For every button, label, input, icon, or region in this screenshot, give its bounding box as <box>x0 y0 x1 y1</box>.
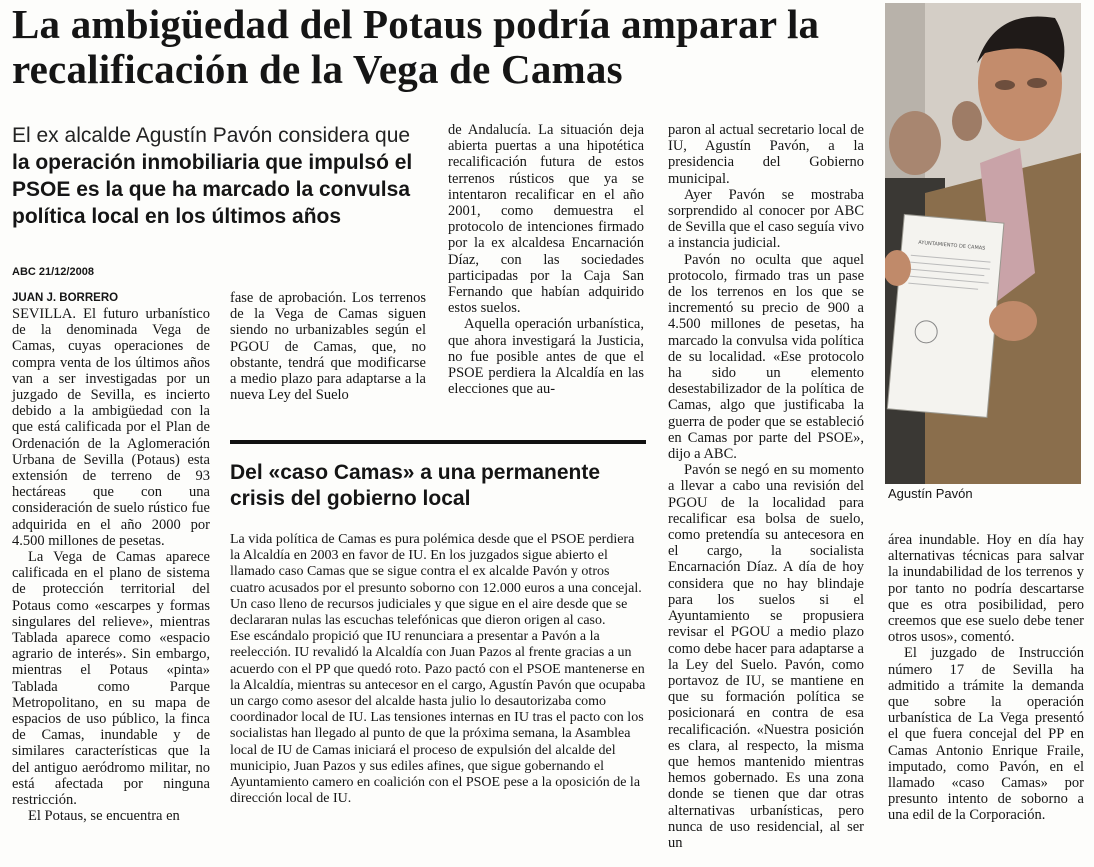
document-letterhead: AYUNTAMIENTO DE CAMAS <box>918 239 986 252</box>
paragraph: Ese escándalo propició que IU renunciara a presentar a Pavón a la reelección. IU revalidó la Alcaldía con Juan Pazos al frente gracias a un acuerdo con el PP que quedó roto. Pazo pactó con el PSOE mantenerse en la Alcaldía, mientras su antecesor en el cargo, Agustín Pavón que ocupaba un cargo como asesor del alcalde hasta julio lo desautorizaba como coordinador local de IU. Las tensiones internas en IU tras el pacto con los socialistas han llegado al punto de que la próxima semana, la Asamblea local de IU de Camas iniciará el proceso de expulsión del alcalde del municipio, Juan Pazos y sus ediles afines, que sigue gobernando el Ayuntamiento camero en coalición con el PSOE pese a la oposición de la dirección local de IU. <box>230 629 646 807</box>
paragraph: de Andalucía. La situación deja abierta puertas a una hipotética recalificación futura de estos terrenos rústicos que ya se intentaron recalificar en el año 2001, como demuestra el protocolo de intenciones firmado por la ex alcaldesa Encarnación Díaz, con las sociedades participadas por la Caja San Fernando que habían adquirido estos suelos. <box>448 122 644 317</box>
photo-illustration <box>885 3 1081 484</box>
paragraph: Pavón no oculta que aquel protocolo, firmado tras un pase de los terrenos en los que se incrementó su precio de 900 a 4.500 millones de pesetas, ha marcado la convulsa vida política de su localidad. «Ese protocolo ha sido un elemento desestabilizador de la política de Camas, algo que justificaba la guerra de poder que se estableció en Camas por parte del PSOE», dijo a ABC. <box>668 251 864 463</box>
photo-agustin-pavon <box>885 3 1081 484</box>
paragraph: La vida política de Camas es pura polémica desde que el PSOE perdiera la Alcaldía en 2003 en favor de IU. En los juzgados sigue abierto el llamado caso Camas que se sigue contra el ex alcalde Pavón y otros cuatro acusados por el presunto soborno con 12.000 euros a una concejal. Un caso lleno de recursos judiciales y que sigue en el aire desde que se declararan nulas las escuchas telefónicas que dieron origen al caso. <box>230 532 642 629</box>
sidebar-box-rule <box>230 440 646 444</box>
paragraph: fase de aprobación. Los terrenos de la Vega de Camas siguen siendo no urbanizables según el PGOU de Camas, que, no obstante, tendrá que modificarse a medio plazo para adaptarse a la nueva Ley del Suelo <box>230 290 426 404</box>
author-byline: JUAN J. BORRERO <box>12 292 119 304</box>
paragraph: Ayer Pavón se mostraba sorprendido al conocer por ABC de Sevilla que el caso seguía vivo a instancia judicial. <box>668 186 864 252</box>
subheadline <box>12 122 422 230</box>
paragraph: área inundable. Hoy en día hay alternativas técnicas para salvar la inundabilidad de los terrenos y por tanto no podría descartarse que es otra posibilidad, pero creemos que ese suelo debe tener otros usos», comentó. <box>888 532 1084 646</box>
paragraph: SEVILLA. El futuro urbanístico de la denominada Vega de Camas, cuyas operaciones de compra venta de los últimos años van a ser investigadas por un juzgado de Sevilla, es incierto debido a la ambigüedad con la que está calificada por el Plan de Ordenación de la Aglomeración Urbana de Sevilla (Potaus) esta extensión de terreno de 93 hectáreas que con una consideración de suelo rústico fue adquirida en el año 2000 por 4.500 millones de pesetas. <box>12 306 210 549</box>
paragraph: La Vega de Camas aparece calificada en el plano de sistema de protección territorial del Potaus como «escarpes y formas singulares del relieve», mientras Tablada aparece como «espacio agrario de interés». Sin embargo, mientras el Potaus «pinta» Tablada como Parque Metropolitano, en su mapa de espacios de uso público, la finca de Camas, inundable y de similares características que la del antiguo aeródromo militar, no está afectada por ninguna restricción. <box>12 549 210 809</box>
photo-caption: Agustín Pavón <box>888 486 973 501</box>
headline: La ambigüedad del Potaus podría amparar la recalificación de la Vega de Camas <box>12 1 820 92</box>
article-column-5 <box>888 532 1084 824</box>
article-column-3 <box>448 122 644 397</box>
sidebar-box-title: Del «caso Camas» a una permanente crisis del gobierno local <box>230 461 601 510</box>
article-column-1 <box>12 306 210 825</box>
article-column-4 <box>668 122 864 851</box>
paragraph: Aquella operación urbanística, que ahora investigará la Justicia, no fue posible antes de que el PSOE perdiera la Alcaldía en las elecciones que au- <box>448 316 644 398</box>
subheadline-intro: El ex alcalde Agustín Pavón considera que <box>12 124 411 147</box>
subheadline-bold: la operación inmobiliaria que impulsó el PSOE es la que ha marcado la convulsa política local en los últimos años <box>12 151 413 228</box>
article-column-2 <box>230 290 426 403</box>
paragraph: Pavón se negó en su momento a llevar a cabo una revisión del PGOU de la localidad para recalificar esa bolsa de suelo, como pretendía su antecesora en el cargo, la socialista Encarnación Díaz. A día de hoy considera que no hay blindaje para los suelos si el Ayuntamiento se propusiera revisar el PGOU a medio plazo como debe hacer para adaptarse a la Ley del Suelo. Pavón, como portavoz de IU, se mantiene en que su formación política se posicionará en contra de esa recalificación. «Nuestra posición es clara, al respecto, la misma que hemos mantenido mientras hemos gobernado. Es una zona donde se tienen que dar otras alternativas urbanísticas, pero nunca de uso residencial, al ser un <box>668 462 864 851</box>
paragraph: El Potaus, se encuentra en <box>28 808 180 825</box>
paragraph: El juzgado de Instrucción número 17 de Sevilla ha admitido a trámite la demanda que sobre la operación urbanística de La Vega presentó el que fuera concejal del PP en Camas Antonio Enrique Fraile, imputado, como Pavón, en el llamado «caso Camas» por presunto intento de soborno a una edil de la Corporación. <box>888 645 1084 824</box>
dateline: ABC 21/12/2008 <box>12 266 94 278</box>
paragraph: paron al actual secretario local de IU, Agustín Pavón, a la presidencia del Gobierno municipal. <box>668 122 864 187</box>
sidebar-box-body <box>230 532 646 807</box>
